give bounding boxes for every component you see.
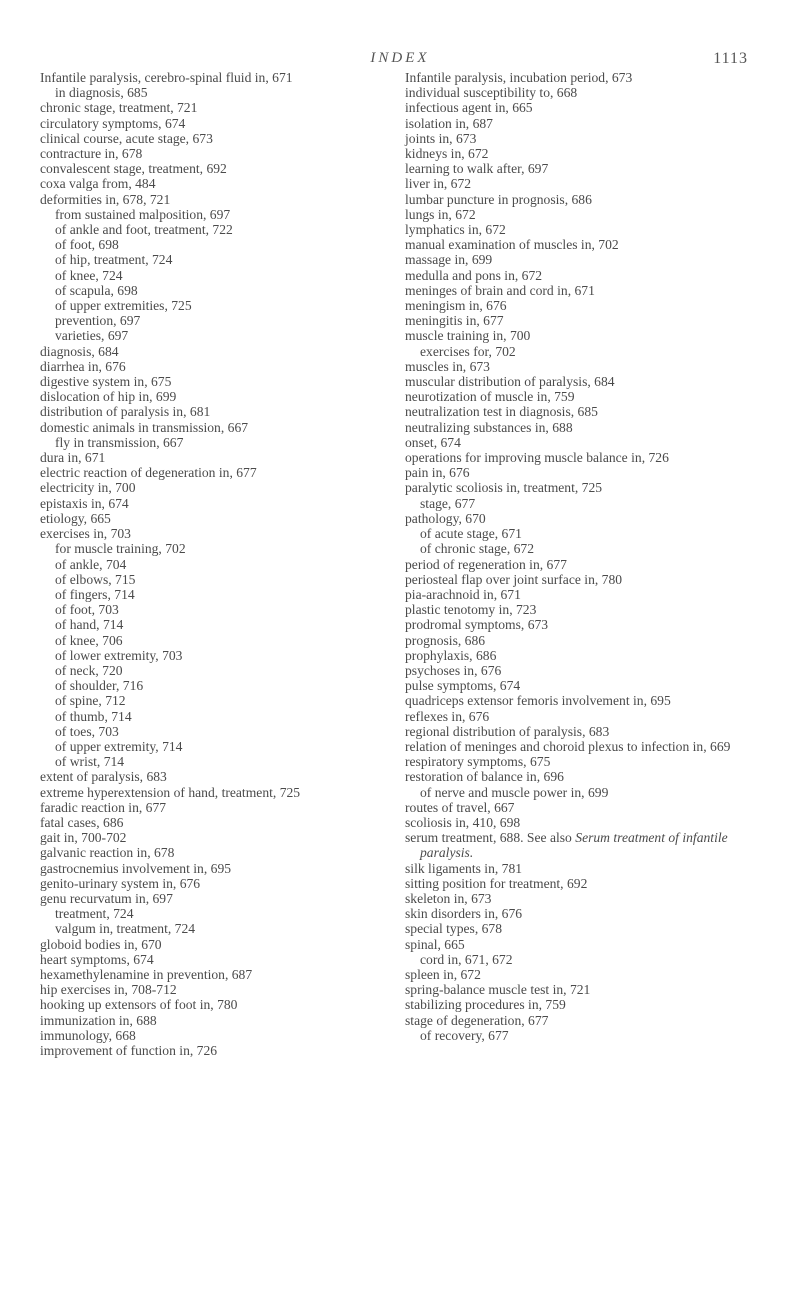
index-entry [40, 1043, 370, 1058]
index-entry [40, 344, 370, 359]
index-entry-text: globoid bodies in, 670 [40, 936, 162, 952]
index-entry-text: of fingers, 714 [55, 586, 135, 602]
index-entry-text: contracture in, 678 [40, 146, 143, 162]
index-subentry [40, 709, 370, 724]
index-subentry [405, 952, 735, 967]
index-entry-text: immunization in, 688 [40, 1012, 157, 1028]
index-entry [405, 800, 735, 815]
index-entry-text: exercises in, 703 [40, 526, 131, 542]
index-subentry [405, 541, 735, 556]
index-entry-text: muscle training in, 700 [405, 328, 531, 344]
index-entry-text: chronic stage, treatment, 721 [40, 100, 198, 116]
index-entry [405, 192, 735, 207]
index-entry-text: exercises for, 702 [420, 343, 516, 359]
index-entry-text: dura in, 671 [40, 450, 106, 466]
index-entry [405, 511, 735, 526]
index-entry [405, 769, 735, 784]
index-entry-text: regional distribution of paralysis, 683 [405, 723, 610, 739]
index-entry-text: of recovery, 677 [420, 1027, 509, 1043]
index-entry-text: muscular distribution of paralysis, 684 [405, 374, 615, 390]
index-entry [405, 176, 735, 191]
index-subentry [405, 496, 735, 511]
index-entry [405, 131, 735, 146]
index-entry-text: of foot, 698 [55, 237, 119, 253]
running-head-title: INDEX [370, 50, 430, 66]
index-entry [40, 100, 370, 115]
index-entry [40, 982, 370, 997]
index-subentry [40, 222, 370, 237]
index-subentry [40, 207, 370, 222]
index-entry [40, 389, 370, 404]
index-entry-text: of hand, 714 [55, 617, 124, 633]
index-entry-text: prevention, 697 [55, 313, 141, 329]
index-entry-text: manual examination of muscles in, 702 [405, 237, 619, 253]
index-subentry [40, 587, 370, 602]
index-entry [405, 435, 735, 450]
index-entry [405, 967, 735, 982]
index-entry-text: skin disorders in, 676 [405, 906, 523, 922]
index-entry [405, 633, 735, 648]
index-subentry [405, 344, 735, 359]
index-subentry [40, 268, 370, 283]
index-entry-text: extent of paralysis, 683 [40, 769, 167, 785]
index-entry [405, 328, 735, 343]
index-entry [40, 450, 370, 465]
index-entry-text: of ankle, 704 [55, 556, 127, 572]
index-entry-text: spring-balance muscle test in, 721 [405, 982, 591, 998]
index-subentry [40, 602, 370, 617]
index-entry [405, 420, 735, 435]
index-entry-text: infectious agent in, 665 [405, 100, 533, 116]
index-subentry [405, 526, 735, 541]
index-entry-text: genu recurvatum in, 697 [40, 890, 173, 906]
index-entry-text: paralytic scoliosis in, treatment, 725 [405, 480, 603, 496]
index-entry-text: dislocation of hip in, 699 [40, 389, 177, 405]
index-entry-text: spinal, 665 [405, 936, 465, 952]
index-entry-text: electric reaction of degeneration in, 677 [40, 465, 257, 481]
index-subentry [40, 617, 370, 632]
index-entry [405, 161, 735, 176]
index-entry [405, 572, 735, 587]
index-entry [405, 587, 735, 602]
index-entry-text: muscles in, 673 [405, 358, 490, 374]
index-entry-text: of knee, 724 [55, 267, 123, 283]
index-subentry [40, 633, 370, 648]
index-entry [40, 420, 370, 435]
index-entry [40, 146, 370, 161]
index-entry [405, 678, 735, 693]
index-entry-text: epistaxis in, 674 [40, 495, 129, 511]
index-subentry [40, 739, 370, 754]
index-entry-text: pia-arachnoid in, 671 [405, 586, 521, 602]
index-entry-text: respiratory symptoms, 675 [405, 754, 551, 770]
index-entry-text: of upper extremities, 725 [55, 298, 192, 314]
index-entry [405, 85, 735, 100]
index-entry-text: neurotization of muscle in, 759 [405, 389, 575, 405]
index-entry-text: of thumb, 714 [55, 708, 132, 724]
index-entry-text: prognosis, 686 [405, 632, 486, 648]
index-entry [405, 237, 735, 252]
index-entry [40, 997, 370, 1012]
index-entry-text: stage of degeneration, 677 [405, 1012, 549, 1028]
index-entry-text: digestive system in, 675 [40, 374, 172, 390]
index-entry [40, 116, 370, 131]
index-entry [40, 967, 370, 982]
index-entry-text: genito-urinary system in, 676 [40, 875, 201, 891]
index-entry [405, 921, 735, 936]
index-entry-text: gastrocnemius involvement in, 695 [40, 860, 232, 876]
index-entry [40, 876, 370, 891]
index-entry-text: sitting position for treatment, 692 [405, 875, 588, 891]
index-entry-text: hip exercises in, 708-712 [40, 982, 177, 998]
index-entry-text: domestic animals in transmission, 667 [40, 419, 249, 435]
index-entry [40, 131, 370, 146]
index-entry-text: in diagnosis, 685 [55, 85, 148, 101]
index-entry-text: lumbar puncture in prognosis, 686 [405, 191, 592, 207]
index-entry-text: neutralizing substances in, 688 [405, 419, 573, 435]
index-subentry [40, 313, 370, 328]
index-entry-text: onset, 674 [405, 434, 461, 450]
index-subentry [40, 678, 370, 693]
index-entry-text: special types, 678 [405, 921, 503, 937]
index-entry-text: gait in, 700-702 [40, 830, 127, 846]
index-entry [405, 709, 735, 724]
index-entry-text: spleen in, 672 [405, 966, 481, 982]
index-entry [405, 100, 735, 115]
index-entry-text: lungs in, 672 [405, 206, 476, 222]
index-subentry [40, 283, 370, 298]
index-subentry [40, 724, 370, 739]
index-entry [405, 283, 735, 298]
index-entry-text: prophylaxis, 686 [405, 647, 497, 663]
index-entry-text: neutralization test in diagnosis, 685 [405, 404, 598, 420]
index-entry [40, 861, 370, 876]
index-entry-text: of neck, 720 [55, 662, 123, 678]
index-entry [405, 207, 735, 222]
index-entry-text: of lower extremity, 703 [55, 647, 183, 663]
index-subentry [40, 237, 370, 252]
index-entry [405, 298, 735, 313]
index-entry-text: from sustained malposition, 697 [55, 206, 231, 222]
index-subentry [40, 328, 370, 343]
index-entry-text: restoration of balance in, 696 [405, 769, 564, 785]
index-entry [405, 1013, 735, 1028]
index-entry [405, 724, 735, 739]
index-entry-text: meningitis in, 677 [405, 313, 504, 329]
index-entry [405, 465, 735, 480]
index-entry-text: extreme hyperextension of hand, treatment, 725 [40, 784, 301, 800]
index-entry-text: electricity in, 700 [40, 480, 136, 496]
index-entry [40, 465, 370, 480]
index-entry-text: meningism in, 676 [405, 298, 507, 314]
index-subentry [40, 252, 370, 267]
index-entry [405, 997, 735, 1012]
index-column-right [405, 70, 735, 1043]
index-entry-text: pathology, 670 [405, 510, 486, 526]
index-entry [405, 146, 735, 161]
index-entry-text: of nerve and muscle power in, 699 [420, 784, 609, 800]
index-entry [405, 891, 735, 906]
index-entry-text: psychoses in, 676 [405, 662, 502, 678]
index-entry-text: stage, 677 [420, 495, 476, 511]
index-entry [405, 450, 735, 465]
index-entry [40, 480, 370, 495]
index-entry [405, 222, 735, 237]
index-entry-text: reflexes in, 676 [405, 708, 490, 724]
index-entry [40, 161, 370, 176]
index-entry [40, 526, 370, 541]
index-entry-text: for muscle training, 702 [55, 541, 186, 557]
index-entry-text: periosteal flap over joint surface in, 780 [405, 571, 623, 587]
index-entry [405, 693, 735, 708]
index-subentry [40, 663, 370, 678]
index-entry-text: diagnosis, 684 [40, 343, 119, 359]
index-entry [40, 800, 370, 815]
index-entry-text: treatment, 724 [55, 906, 134, 922]
index-entry-text: medulla and pons in, 672 [405, 267, 543, 283]
index-entry [405, 602, 735, 617]
index-entry [40, 815, 370, 830]
index-subentry [40, 85, 370, 100]
index-entry [40, 511, 370, 526]
index-entry [405, 617, 735, 632]
index-entry [40, 1013, 370, 1028]
index-entry-text: scoliosis in, 410, 698 [405, 814, 521, 830]
index-entry-text: hooking up extensors of foot in, 780 [40, 997, 238, 1013]
index-entry [40, 769, 370, 784]
index-entry-text: serum treatment, 688. See also [405, 830, 576, 846]
index-entry-text: quadriceps extensor femoris involvement in, 695 [405, 693, 671, 709]
index-entry-text: meninges of brain and cord in, 671 [405, 282, 595, 298]
index-entry [405, 876, 735, 891]
index-entry-text: of knee, 706 [55, 632, 123, 648]
index-entry-text: hexamethylenamine in prevention, 687 [40, 966, 253, 982]
index-entry-text: galvanic reaction in, 678 [40, 845, 175, 861]
index-entry [40, 359, 370, 374]
index-entry [405, 739, 735, 754]
index-entry-text: isolation in, 687 [405, 115, 493, 131]
index-entry-text: improvement of function in, 726 [40, 1043, 218, 1058]
index-entry [40, 845, 370, 860]
index-entry-text: massage in, 699 [405, 252, 493, 268]
index-entry-text: of shoulder, 716 [55, 678, 144, 694]
index-subentry [405, 1028, 735, 1043]
index-entry [40, 496, 370, 511]
index-entry [40, 70, 370, 85]
index-entry-text: plastic tenotomy in, 723 [405, 602, 537, 618]
index-entry [405, 389, 735, 404]
index-subentry [40, 435, 370, 450]
index-entry [405, 557, 735, 572]
index-entry [40, 404, 370, 419]
index-entry-text: heart symptoms, 674 [40, 951, 154, 967]
index-entry [405, 374, 735, 389]
index-entry-text: period of regeneration in, 677 [405, 556, 567, 572]
index-entry [405, 480, 735, 495]
index-entry-text: prodromal symptoms, 673 [405, 617, 549, 633]
index-entry-text: of ankle and foot, treatment, 722 [55, 222, 233, 238]
index-entry-text: routes of travel, 667 [405, 799, 515, 815]
index-entry [405, 754, 735, 769]
index-entry [405, 663, 735, 678]
index-entry-text: of wrist, 714 [55, 754, 125, 770]
page-number: 1113 [713, 50, 748, 67]
index-entry [405, 313, 735, 328]
index-entry-text: of upper extremity, 714 [55, 738, 183, 754]
index-entry-text: joints in, 673 [405, 130, 477, 146]
index-entry-text: Infantile paralysis, cerebro-spinal fluid in, 671 [40, 70, 293, 85]
index-entry [40, 176, 370, 191]
index-entry-text: of spine, 712 [55, 693, 126, 709]
index-entry-text: individual susceptibility to, 668 [405, 85, 578, 101]
index-entry [40, 1028, 370, 1043]
index-entry-text: etiology, 665 [40, 510, 111, 526]
index-entry-text: of scapula, 698 [55, 282, 138, 298]
index-entry [40, 937, 370, 952]
index-subentry [40, 693, 370, 708]
index-entry-text: kidneys in, 672 [405, 146, 489, 162]
index-entry [40, 374, 370, 389]
index-entry-text: fatal cases, 686 [40, 814, 124, 830]
index-column-left [40, 70, 370, 1058]
index-subentry [40, 557, 370, 572]
index-subentry [40, 298, 370, 313]
index-entry-text: liver in, 672 [405, 176, 472, 192]
index-entry [40, 830, 370, 845]
index-entry-text: of acute stage, 671 [420, 526, 522, 542]
index-subentry [40, 754, 370, 769]
index-entry [405, 861, 735, 876]
index-entry [405, 830, 735, 860]
index-entry [405, 648, 735, 663]
index-entry-text: Infantile paralysis, incubation period, 673 [405, 70, 633, 85]
index-entry-text: of chronic stage, 672 [420, 541, 535, 557]
index-entry [405, 268, 735, 283]
index-entry-text: distribution of paralysis in, 681 [40, 404, 211, 420]
index-entry-text: convalescent stage, treatment, 692 [40, 161, 227, 177]
index-entry-text: pain in, 676 [405, 465, 470, 481]
index-entry-text: cord in, 671, 672 [420, 951, 513, 967]
index-subentry [40, 541, 370, 556]
index-entry-text: immunology, 668 [40, 1027, 136, 1043]
index-entry-text: silk ligaments in, 781 [405, 860, 523, 876]
index-entry-text: of foot, 703 [55, 602, 119, 618]
index-entry-text: learning to walk after, 697 [405, 161, 549, 177]
index-entry-text: of elbows, 715 [55, 571, 136, 587]
index-entry-text: clinical course, acute stage, 673 [40, 130, 213, 146]
index-entry-text: fly in transmission, 667 [55, 434, 184, 450]
index-entry [40, 891, 370, 906]
index-entry-text: pulse symptoms, 674 [405, 678, 521, 694]
index-entry [405, 937, 735, 952]
index-subentry [405, 785, 735, 800]
index-entry-text: coxa valga from, 484 [40, 176, 156, 192]
index-entry-text: circulatory symptoms, 674 [40, 115, 186, 131]
cross-reference: Serum treatment of infantile paralysis. [420, 830, 728, 861]
index-entry-text: diarrhea in, 676 [40, 358, 126, 374]
index-entry [405, 116, 735, 131]
index-entry [405, 404, 735, 419]
index-entry [40, 192, 370, 207]
index-entry-text: of hip, treatment, 724 [55, 252, 173, 268]
index-entry [405, 252, 735, 267]
index-entry-text: skeleton in, 673 [405, 890, 492, 906]
index-subentry [40, 921, 370, 936]
index-entry [405, 70, 735, 85]
index-entry-text: of toes, 703 [55, 723, 119, 739]
index-entry-text: lymphatics in, 672 [405, 222, 506, 238]
index-subentry [40, 906, 370, 921]
index-entry [405, 815, 735, 830]
index-entry-text: relation of meninges and choroid plexus to infection in, 669 [405, 738, 731, 754]
index-entry [40, 952, 370, 967]
index-entry-text: faradic reaction in, 677 [40, 799, 167, 815]
index-entry [405, 982, 735, 997]
index-entry [405, 906, 735, 921]
index-entry-text: deformities in, 678, 721 [40, 191, 171, 207]
index-entry-text: operations for improving muscle balance in, 726 [405, 450, 669, 466]
index-entry-text: valgum in, treatment, 724 [55, 921, 196, 937]
index-entry-text: varieties, 697 [55, 328, 129, 344]
index-subentry [40, 572, 370, 587]
index-subentry [40, 648, 370, 663]
index-entry [40, 785, 370, 800]
index-entry-text: stabilizing procedures in, 759 [405, 997, 566, 1013]
index-entry [405, 359, 735, 374]
